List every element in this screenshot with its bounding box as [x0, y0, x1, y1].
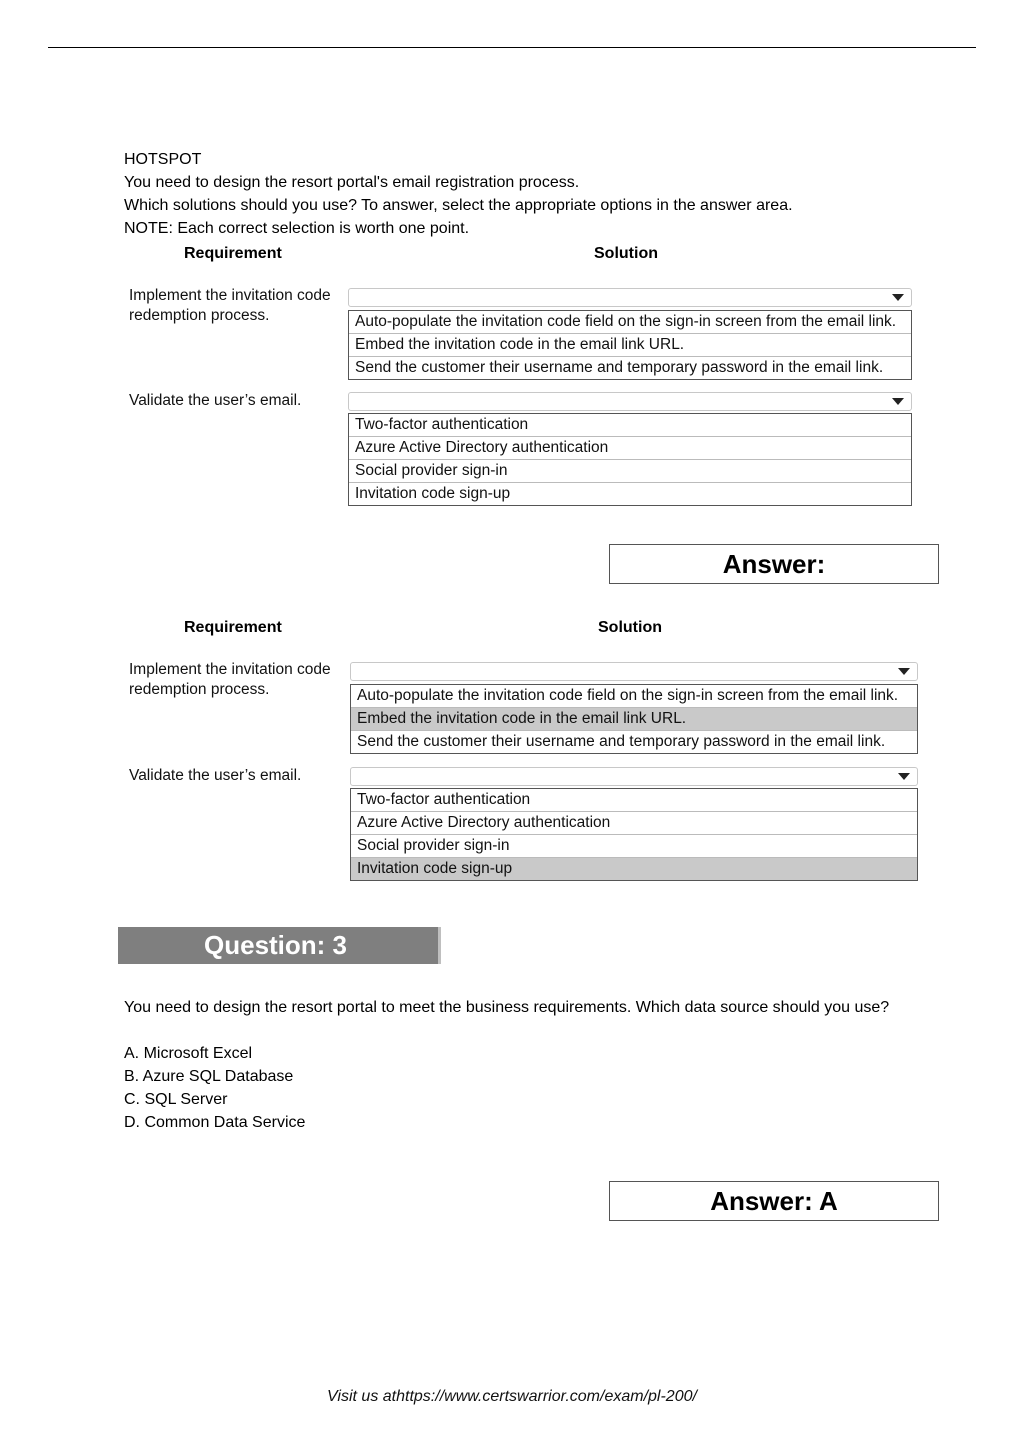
option-item[interactable]: Send the customer their username and temporary password in the email link.: [355, 359, 884, 376]
option-item[interactable]: Azure Active Directory authentication: [349, 437, 911, 460]
requirement-1: Implement the invitation code redemption process.: [129, 661, 331, 698]
option-item-selected[interactable]: Invitation code sign-up: [351, 858, 917, 880]
solution-1-options: [350, 684, 918, 754]
question-intro: [124, 148, 793, 240]
solution-2-dropdown[interactable]: [350, 767, 918, 786]
answer-option: B. Azure SQL Database: [124, 1068, 294, 1085]
question-note: NOTE: Each correct selection is worth one point.: [124, 220, 470, 237]
option-item[interactable]: Send the customer their username and temporary password in the email link.: [357, 733, 886, 750]
option-item[interactable]: Auto-populate the invitation code field on the sign-in screen from the email link.: [351, 685, 917, 708]
answer-a-box: Answer: A: [609, 1181, 939, 1221]
chevron-down-icon: [898, 773, 910, 780]
solution-1-dropdown[interactable]: [350, 662, 918, 681]
chevron-down-icon: [892, 398, 904, 405]
answer-option: A. Microsoft Excel: [124, 1045, 253, 1062]
requirement-1: Implement the invitation code redemption process.: [129, 287, 331, 324]
header-rule: [48, 47, 976, 48]
question-text-line1: You need to design the resort portal's email registration process.: [124, 174, 580, 191]
solution-1-dropdown[interactable]: [348, 288, 912, 307]
requirement-2: Validate the user’s email.: [129, 767, 302, 784]
solution-2-options: [350, 788, 918, 881]
footer-link-text[interactable]: Visit us athttps://www.certswarrior.com/exam/pl-200/: [327, 1388, 697, 1405]
chevron-down-icon: [898, 668, 910, 675]
option-item[interactable]: Social provider sign-in: [351, 835, 917, 858]
question-3-text: You need to design the resort portal to meet the business requirements. Which data source should you use?: [124, 999, 890, 1016]
option-item[interactable]: Auto-populate the invitation code field on the sign-in screen from the email link.: [349, 311, 911, 334]
solution-2-options: [348, 413, 912, 506]
solution-header: Solution: [598, 619, 662, 636]
option-item[interactable]: Invitation code sign-up: [355, 485, 511, 502]
question-type: HOTSPOT: [124, 151, 202, 168]
option-item[interactable]: Social provider sign-in: [349, 460, 911, 483]
solution-2-dropdown[interactable]: [348, 392, 912, 411]
option-item[interactable]: Azure Active Directory authentication: [351, 812, 917, 835]
option-item-selected[interactable]: Embed the invitation code in the email link URL.: [351, 708, 917, 731]
answer-label-box: Answer:: [609, 544, 939, 584]
question-heading-bar: [118, 927, 441, 964]
option-item[interactable]: Two-factor authentication: [351, 789, 917, 812]
question-heading: Question: 3: [204, 930, 348, 960]
chevron-down-icon: [892, 294, 904, 301]
question-text-line2: Which solutions should you use? To answer, select the appropriate options in the answer area.: [124, 197, 793, 214]
requirement-2: Validate the user’s email.: [129, 392, 302, 409]
hotspot-answer-table: [124, 617, 924, 887]
answer-option: D. Common Data Service: [124, 1114, 306, 1131]
requirement-header: Requirement: [184, 619, 282, 636]
requirement-header: Requirement: [184, 245, 282, 262]
option-item[interactable]: Two-factor authentication: [349, 414, 911, 437]
solution-header: Solution: [594, 245, 658, 262]
option-item[interactable]: Embed the invitation code in the email link URL.: [349, 334, 911, 357]
solution-1-options: [348, 310, 912, 380]
question-3-body: [124, 996, 934, 1134]
answer-options: [124, 1042, 934, 1134]
answer-option: C. SQL Server: [124, 1091, 228, 1108]
hotspot-question-table: [124, 243, 924, 513]
